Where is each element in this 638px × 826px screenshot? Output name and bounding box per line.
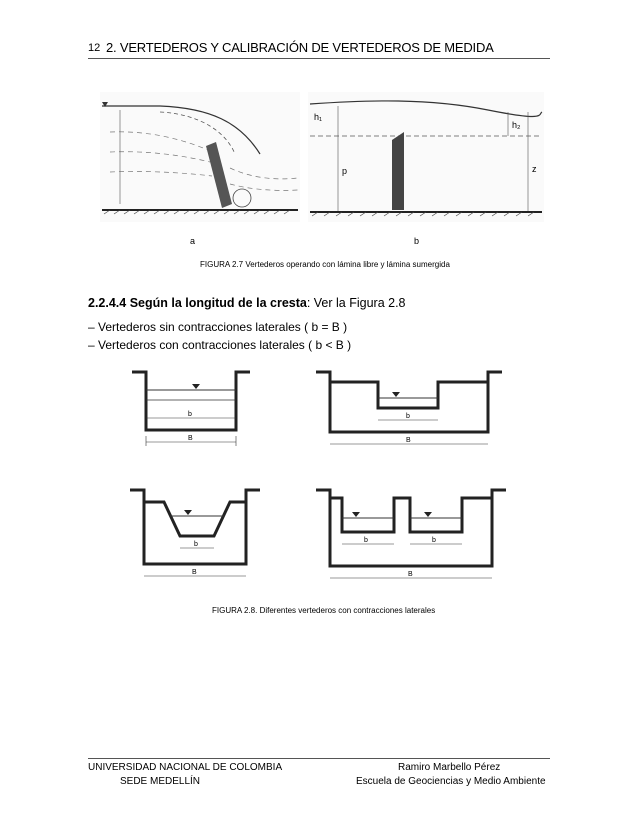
mark-b: b xyxy=(432,537,436,544)
header-rule xyxy=(88,58,550,59)
footer-campus: SEDE MEDELLÍN xyxy=(120,776,201,787)
mark-b: b xyxy=(406,413,410,420)
footer-university: UNIVERSIDAD NACIONAL DE COLOMBIA xyxy=(88,762,283,773)
figure-2-7b xyxy=(308,92,544,222)
footer-school: Escuela de Geociencias y Medio Ambiente xyxy=(356,776,546,787)
section-ref: : Ver la Figura 2.8 xyxy=(306,296,406,310)
figure-2-8-top-right xyxy=(312,366,508,456)
figure-2-7-label-b: b xyxy=(414,236,420,246)
section-heading xyxy=(88,296,406,310)
figure-2-8-bottom-right xyxy=(312,484,510,584)
bullet-item: – Vertederos con contracciones laterales ( b < B ) xyxy=(88,338,352,352)
mark-B: B xyxy=(188,435,193,442)
mark-p: p xyxy=(342,166,348,176)
figure-2-8-caption: FIGURA 2.8. Diferentes vertederos con contracciones laterales xyxy=(212,606,436,615)
figure-2-7a xyxy=(100,92,300,222)
mark-b: b xyxy=(194,541,198,548)
figure-2-7-label-a: a xyxy=(190,236,196,246)
section-title: Según la longitud de la cresta xyxy=(129,296,307,310)
footer-author: Ramiro Marbello Pérez xyxy=(398,762,501,773)
mark-B: B xyxy=(408,571,413,578)
page-number: 12 xyxy=(88,42,101,54)
mark-B: B xyxy=(192,569,197,576)
mark-b: b xyxy=(188,411,192,418)
figure-2-8-top-left xyxy=(126,366,262,456)
mark-B: B xyxy=(406,437,411,444)
chapter-title: 2. VERTEDEROS Y CALIBRACIÓN DE VERTEDEROS DE MEDIDA xyxy=(106,40,494,55)
figure-2-8-bottom-left xyxy=(124,484,264,584)
mark-h1: h₁ xyxy=(314,112,323,122)
bullet-item: – Vertederos sin contracciones laterales ( b = B ) xyxy=(88,320,348,334)
mark-z: z xyxy=(532,164,537,174)
figure-2-7-caption: FIGURA 2.7 Vertederos operando con lámina libre y lámina sumergida xyxy=(200,260,450,269)
section-number: 2.2.4.4 xyxy=(88,296,127,310)
footer-rule xyxy=(88,758,550,759)
mark-h2: h₂ xyxy=(512,120,521,130)
mark-b: b xyxy=(364,537,368,544)
